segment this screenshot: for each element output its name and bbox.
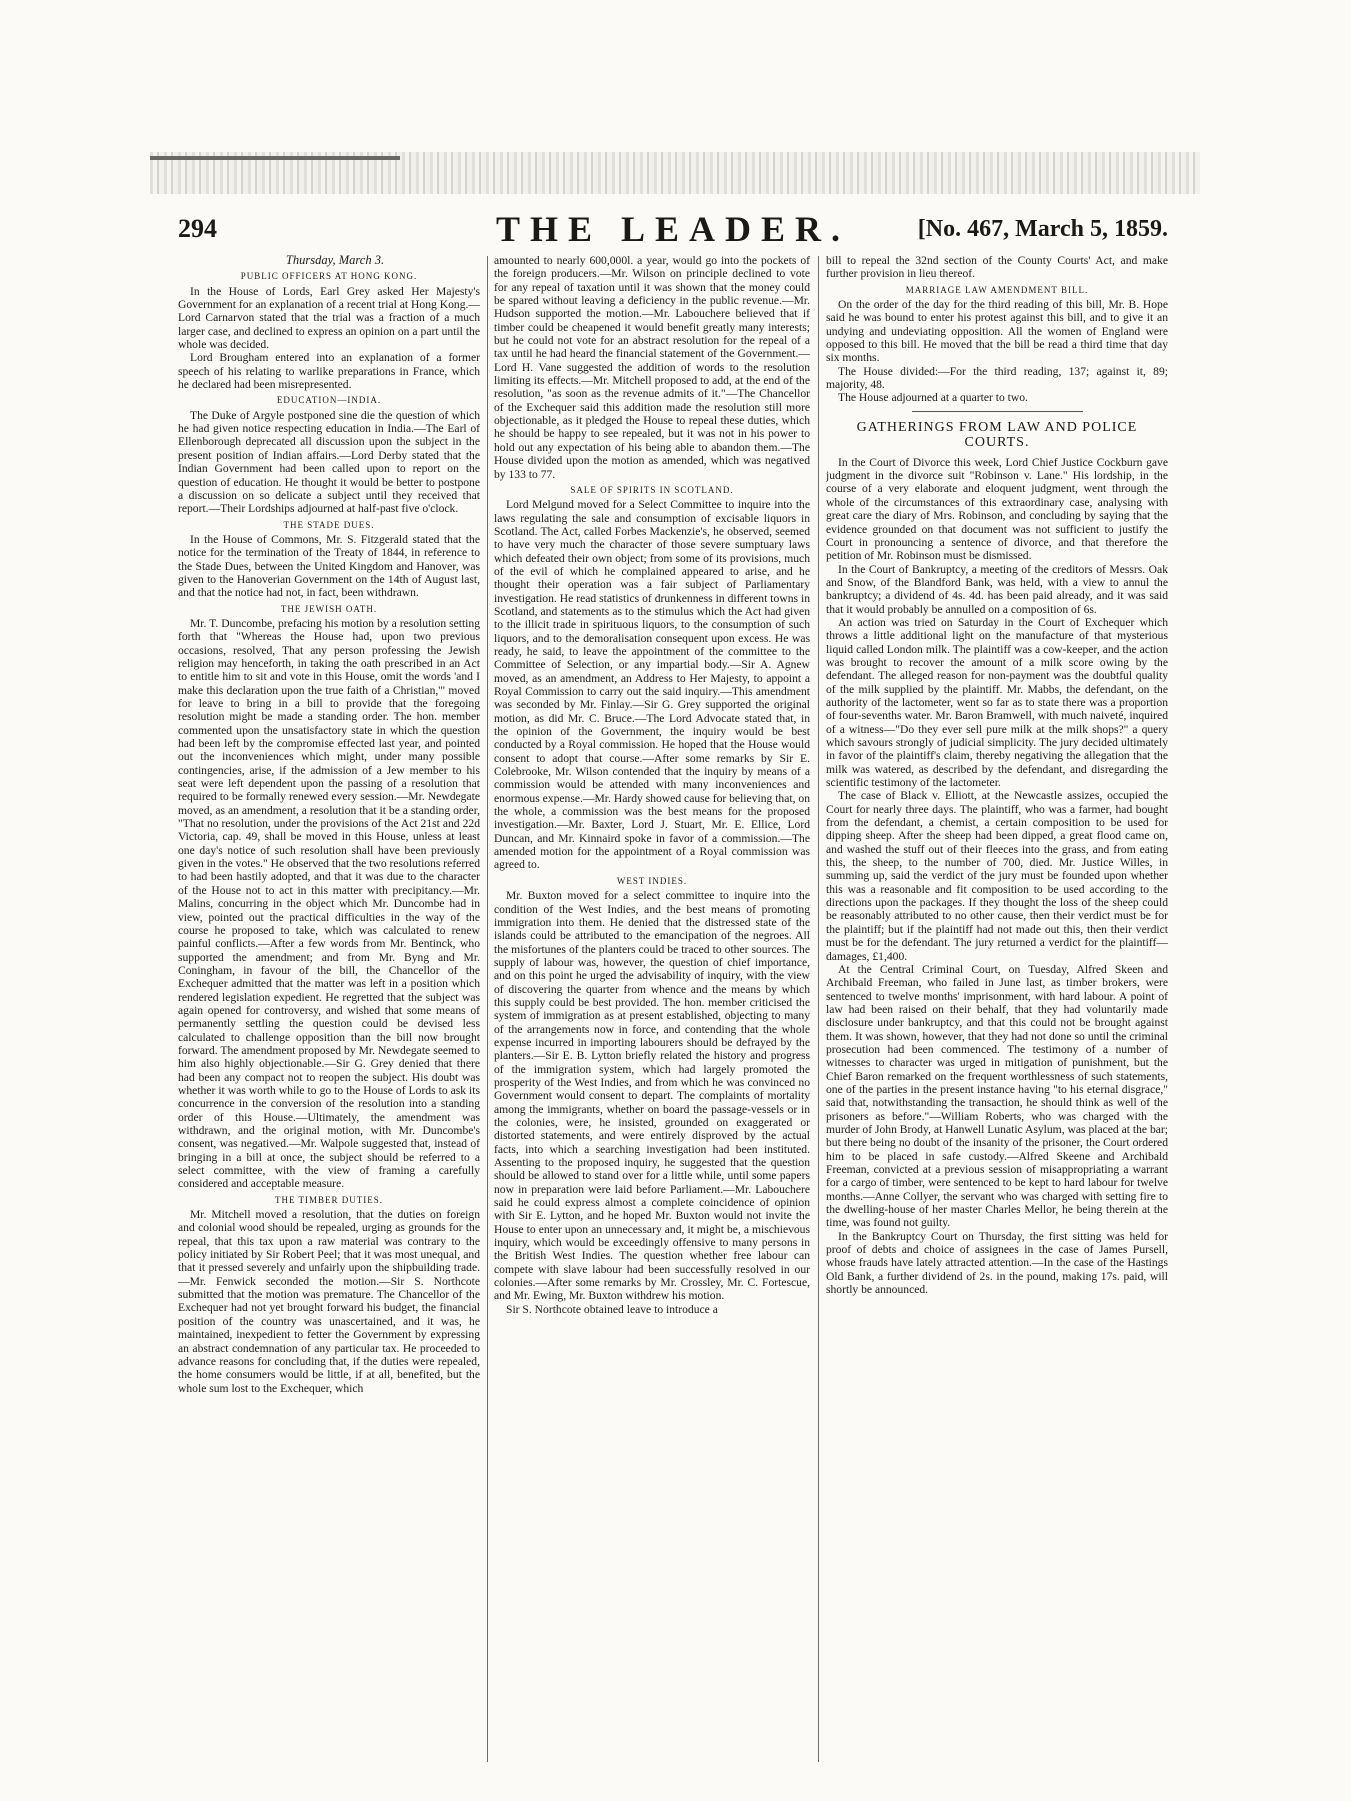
article-paragraph: The House adjourned at a quarter to two. bbox=[838, 391, 1028, 405]
article-paragraph: In the Court of Divorce this week, Lord Chief Justice Cockburn gave judgment in the divorce suit "Robinson v. Lane." His lordship, in the course of a very elaborate and eloquent judgment, went through the whole of the circumstances of this extraordinary case, analysing with great care the diary of Mrs. Robinson, and concluding by saying that the evidence grounded on that document was not sufficient to justify the Court in pronouncing a sentence of divorce, and that therefore the petition of Mr. Robinson must be dismissed. bbox=[826, 455, 1168, 563]
article-paragraph: The Duke of Argyle postponed sine die the question of which he had given notice respecting education in India.—The Earl of Ellenborough deprecated all discussion upon the subject in the present position of Indian affairs.—Lord Derby stated that the Indian Government had been called upon to report on the question of education. He thought it would be better to postpone a discussion on so delicate a subject until they received that report.—Their Lordships adjourned at half-past five o'clock. bbox=[178, 408, 480, 516]
article-paragraph: Lord Melgund moved for a Select Committee to inquire into the laws regulating the sale and consumption of excisable liquors in Scotland. The Act, called Forbes Mackenzie's, he observed, seemed to have very much the character of those severe sumptuary laws which defeated their own object; from some of its provisions, much of the evil of which he complained appeared to arise, and he thought their operation was a fair subject of Parliamentary investigation. He read statistics of drunkenness in different towns in Scotland, and statements as to the stimulus which the Act had given to the illicit trade in spirituous liquors, to the consumption of such liquors, and to the demoralisation consequent upon excess. He was ready, he said, to leave the appointment of the committee to the Committee of Selection, or any impartial body.—Sir A. Agnew moved, as an amendment, an Address to Her Majesty, to appoint a Royal Commission to carry out the said inquiry.—This amendment was seconded by Mr. Finlay.—Sir G. Grey supported the original motion, as did Mr. C. Bruce.—The Lord Advocate stated that, in the opinion of the Government, the inquiry would be best conducted by a Royal commission. He hoped that the House would consent to adopt that course.—After some remarks by Sir E. Colebrooke, Mr. Wilson contended that the inquiry by means of a commission would be attended with many inconveniences and enormous expense.—Mr. Hardy showed cause for believing that, on the whole, a commission was the best means for the proposed investigation.—Mr. Baxter, Lord J. Stuart, Mr. E. Ellice, Lord Duncan, and Mr. Kinnaird spoke in favor of a commission.—The amended motion for the appointment of a Royal commission was agreed to. bbox=[494, 498, 810, 872]
article-paragraph: amounted to nearly 600,000l. a year, would go into the pockets of the foreign producers.—Mr. Wilson on principle declined to vote for any repeal of taxation until it was shown that the money could be spared without leaving a deficiency in the public revenue.—Mr. Hudson supported the motion.—Mr. Labouchere believed that if timber could be cheapened it would benefit greatly many interests; but he could not vote for an abstract resolution for the repeal of a tax until he had heard the financial statement of the Government.—Lord H. Vane suggested the addition of words to the resolution limiting its effects.—Mr. Mitchell proposed to add, at the end of the resolution, "as soon as the revenue admits of it."—The Chancellor of the Exchequer said this addition made the resolution still more objectionable, as it pledged the House to repeal these duties, which he should be happy to see repealed, but it was not in his power to hold out any expectation of his being able to abandon them.—The House divided upon the motion as amended, which was negatived by 133 to 77. bbox=[494, 254, 810, 481]
dateline: Thursday, March 3. bbox=[285, 254, 385, 267]
masthead-title: THE LEADER. bbox=[495, 209, 851, 249]
article-paragraph: Mr. Buxton moved for a select committee to inquire into the condition of the West Indies, and the best means of promoting immigration into them. He denied that the distressed state of the islands could be attributed to the emancipation of the negroes. All the misfortunes of the planters could be traced to other sources. The supply of labour was, however, the question of chief importance, and on this point he urged the advisability of inquiry, with the view of discovering the quarter from whence and the means by which this supply could be best provided. The hon. member criticised the system of immigration as at present established, objecting to many of the arrangements now in force, and contending that the whole expense incurred in importing labourers should be defrayed by the planters.—Sir E. B. Lytton briefly related the history and progress of the immigration system, which had largely promoted the prosperity of the West Indies, and from which he was convinced no Government would consent to depart. The complaints of mortality among the immigrants, whether on board the passage-vessels or in the colonies, were, he insisted, grounded on exaggerated or distorted statements, and were entirely disproved by the actual facts, into which a searching investigation had been instituted. Assenting to the proposed inquiry, he suggested that the question should be allowed to stand over for a little while, until some papers now in preparation were laid before Parliament.—Mr. Labouchere said he could express almost a complete coincidence of opinion with Sir E. Lytton, and he hoped Mr. Buxton would not invite the House to enter upon an unnecessary and, it might be, a mischievous inquiry, which would be exceedingly offensive to many persons in the British West Indies. The question whether free labour can compete with slave labour had been successfully resolved in our colonies.—After some remarks by Mr. Crossley, Mr. C. Fortescue, and Mr. Ewing, Mr. Buxton withdrew his motion. bbox=[494, 889, 810, 1303]
article-paragraph: In the Court of Bankruptcy, a meeting of the creditors of Messrs. Oak and Snow, of the Blandford Bank, was held, with a view to annul the bankruptcy; a dividend of 4s. 4d. has been paid already, and it was said that it would probably be annulled on a composition of 6s. bbox=[826, 562, 1168, 616]
article-paragraph: An action was tried on Saturday in the Court of Exchequer which throws a little additional light on the manufacture of that mysterious liquid called London milk. The plaintiff was a cow-keeper, and the action was brought to recover the amount of a milk score owing by the defendant. The alleged reason for non-payment was the doubtful quality of the milk supplied by the plaintiff. Mr. Mabbs, the defendant, on the authority of the lactometer, went so far as to state there was a proportion of four-sevenths water. Mr. Baron Bramwell, with much naiveté, inquired of a witness—"Do they ever sell pure milk at the milk shops?" a query which savours strongly of judicial simplicity. The jury decided ultimately in favor of the plaintiff's claim, thereby negativing the allegation that the milk was watered, as described by the defendant, and disregarding the scientific testimony of the lactometer. bbox=[826, 615, 1168, 790]
section-heading: SALE OF SPIRITS IN SCOTLAND. bbox=[570, 484, 734, 495]
column-3 bbox=[826, 254, 1168, 1764]
section-heading: THE JEWISH OATH. bbox=[280, 603, 378, 614]
article-paragraph: bill to repeal the 32nd section of the County Courts' Act, and make further provision in lieu thereof. bbox=[826, 254, 1168, 281]
column-2 bbox=[494, 254, 810, 1764]
article-paragraph: The House divided:—For the third reading, 137; against it, 89; majority, 48. bbox=[826, 364, 1168, 392]
page-top-band bbox=[150, 152, 1200, 194]
article-paragraph: At the Central Criminal Court, on Tuesday, Alfred Skeen and Archibald Freeman, who failed in June last, as timber brokers, were sentenced to twelve months' imprisonment, with hard labour. A point of law had been raised on their behalf, that they had voluntarily made disclosure under bankruptcy, and that this could not be brought against them. It was shown, however, that they had not done so until the criminal prosecution had been commenced. The testimony of a number of witnesses to character was urged in mitigation of punishment, but the Chief Baron remarked on the frequent worthlessness of such statements, one of the parties in the present instance having "to his eternal disgrace," said that, notwithstanding the transaction, he should think as well of the prisoners as before."—William Roberts, who was charged with the murder of John Brody, at Hanwell Lunatic Asylum, was placed at the bar; but there being no doubt of the insanity of the prisoner, the Court ordered him to be placed in safe custody.—Alfred Skeene and Archibald Freeman, convicted at a previous session of misappropriating a warrant for a cargo of timber, were sentenced to be kept to hard labour for twelve months.—Anne Collyer, the servant who was charged with setting fire to the dwelling-house of her master Charles Mellor, he being therein at the time, was found not guilty. bbox=[826, 962, 1168, 1230]
section-heading: THE TIMBER DUTIES. bbox=[274, 1194, 384, 1205]
section-heading: EDUCATION—INDIA. bbox=[276, 395, 382, 406]
section-heading: WEST INDIES. bbox=[616, 875, 688, 886]
page-number: 294 bbox=[178, 214, 217, 243]
section-heading: THE STADE DUES. bbox=[283, 519, 375, 530]
column-divider bbox=[487, 256, 488, 1762]
article-paragraph: In the Bankruptcy Court on Thursday, the first sitting was held for proof of debts and choice of assignees in the case of James Pursell, whose frauds have lately attracted attention.—In the case of the Hastings Old Bank, a further dividend of 2s. in the pound, making 17s. paid, will shortly be announced. bbox=[826, 1229, 1168, 1297]
column-1 bbox=[178, 254, 480, 1764]
article-paragraph: On the order of the day for the third reading of this bill, Mr. B. Hope said he was bound to enter his protest against this bill, and to give it an undying and undeviating opposition. All the women of England were opposed to this bill. He moved that the bill be read a third time that day six months. bbox=[826, 298, 1168, 365]
article-paragraph: Sir S. Northcote obtained leave to introduce a bbox=[506, 1302, 718, 1316]
issue-date: [No. 467, March 5, 1859. bbox=[917, 216, 1168, 242]
section-heading: PUBLIC OFFICERS AT HONG KONG. bbox=[240, 271, 418, 282]
section-heading: MARRIAGE LAW AMENDMENT BILL. bbox=[905, 284, 1089, 295]
article-paragraph: In the House of Commons, Mr. S. Fitzgerald stated that the notice for the termination of the Treaty of 1844, in reference to the Stade Dues, between the United Kingdom and Hanover, was given to the Hanoverian Government on the 14th of August last, and that the notice had not, in fact, been withdrawn. bbox=[178, 532, 480, 600]
page-header bbox=[178, 208, 1168, 252]
article-paragraph: In the House of Lords, Earl Grey asked Her Majesty's Government for an explanation of a recent trial at Hong Kong.—Lord Carnarvon stated that the trial was a fraction of a much larger case, and declined to express an opinion on a part until the whole was decided. bbox=[178, 284, 480, 352]
section-heading-large: GATHERINGS FROM LAW AND POLICE COURTS. bbox=[856, 419, 1138, 450]
article-paragraph: Mr. T. Duncombe, prefacing his motion by a resolution setting forth that "Whereas the House had, upon two previous occasions, resolved, That any person professing the Jewish religion may henceforth, in taking the oath prescribed in an Act to entitle him to sit and vote in this House, omit the words 'and I make this declaration upon the true faith of a Christian,'" moved for leave to bring in a bill to provide that the foregoing resolution might be made a standing order. The hon. member commented upon the unsatisfactory state in which the question had been left by the compromise effected last year, and pointed out the inconveniences which might, under many possible contingencies, arise, if the admission of a Jew member to his seat were left dependent upon the passing of a resolution that required to be formally renewed every session.—Mr. Newdegate moved, as an amendment, a resolution that it be a standing order, "That no resolution, under the provisions of the Act 21st and 22d Victoria, cap. 49, shall be moved in this House, unless at least one day's notice of such resolution shall have been previously given in the votes." He observed that the two resolutions referred to had been hastily adopted, and that it was due to the character of the House not to act in this matter with precipitancy.—Mr. Malins, concurring in the object which Mr. Duncombe had in view, pointed out the practical difficulties in the way of the course he proposed to take, which was calculated to renew painful conflicts.—After a few words from Mr. Bentinck, who supported the amendment; and from Mr. Byng and Mr. Coningham, in favour of the bill, the Chancellor of the Exchequer admitted that the matter was left in a position which rendered legislation expedient. He regretted that the subject was again opened for controversy, and wished that some means of permanently settling the question could be devised less calculated to challenge opposition than the bill now brought forward. The amendment proposed by Mr. Newdegate seemed to him also highly objectionable.—Sir G. Grey denied that there had been any compact not to reopen the subject. His doubt was whether it was worth while to go to the House of Lords to ask its concurrence in the conversion of the resolution into a standing order of this House.—Ultimately, the amendment was withdrawn, and the original motion, with Mr. Duncombe's consent, was negatived.—Mr. Walpole suggested that, instead of bringing in a bill at once, the subject should be referred to a select committee, with the view of framing a carefully considered and acceptable measure. bbox=[178, 616, 480, 1191]
article-paragraph: The case of Black v. Elliott, at the Newcastle assizes, occupied the Court for nearly three days. The plaintiff, who was a farmer, had bought from the defendant, a chemist, a certain composition to be used for dipping sheep. After the sheep had been dipped, a great flood came on, and washed the stuff out of their fleeces into the grass, and from eating this, the sheep, to the number of 700, died. Mr. Justice Willes, in summing up, said the verdict of the jury must be founded upon whether this was a reasonable and fit composition to be used according to the directions upon the packages. If they thought the loss of the sheep could be reasonably attributed to no other cause, then their verdict must be for the plaintiff; but if the plaintiff had not made out this, then their verdict must be for the defendant. The jury returned a verdict for the plaintiff—damages, £1,400. bbox=[826, 789, 1168, 963]
column-divider bbox=[818, 256, 819, 1762]
article-paragraph: Lord Brougham entered into an explanation of a former speech of his relating to warlike preparations in France, which he declared had been misrepresented. bbox=[178, 351, 480, 392]
article-paragraph: Mr. Mitchell moved a resolution, that the duties on foreign and colonial wood should be repealed, urging as grounds for the repeal, that this tax upon a raw material was contrary to the policy initiated by Sir Robert Peel; that it was most unequal, and that it pressed severely and unfairly upon the shipbuilding trade.—Mr. Fenwick seconded the motion.—Sir S. Northcote submitted that the motion was premature. The Chancellor of the Exchequer had not yet brought forward his budget, the financial position of the country was unascertained, and it was, he maintained, inexpedient to fetter the Government by expressing an abstract condemnation of any particular tax. He proceeded to advance reasons for concluding that, if the duties were repealed, the home consumers would be little, if at all, benefited, but the whole sum lost to the Exchequer, which bbox=[178, 1208, 480, 1395]
section-rule bbox=[912, 411, 1083, 412]
